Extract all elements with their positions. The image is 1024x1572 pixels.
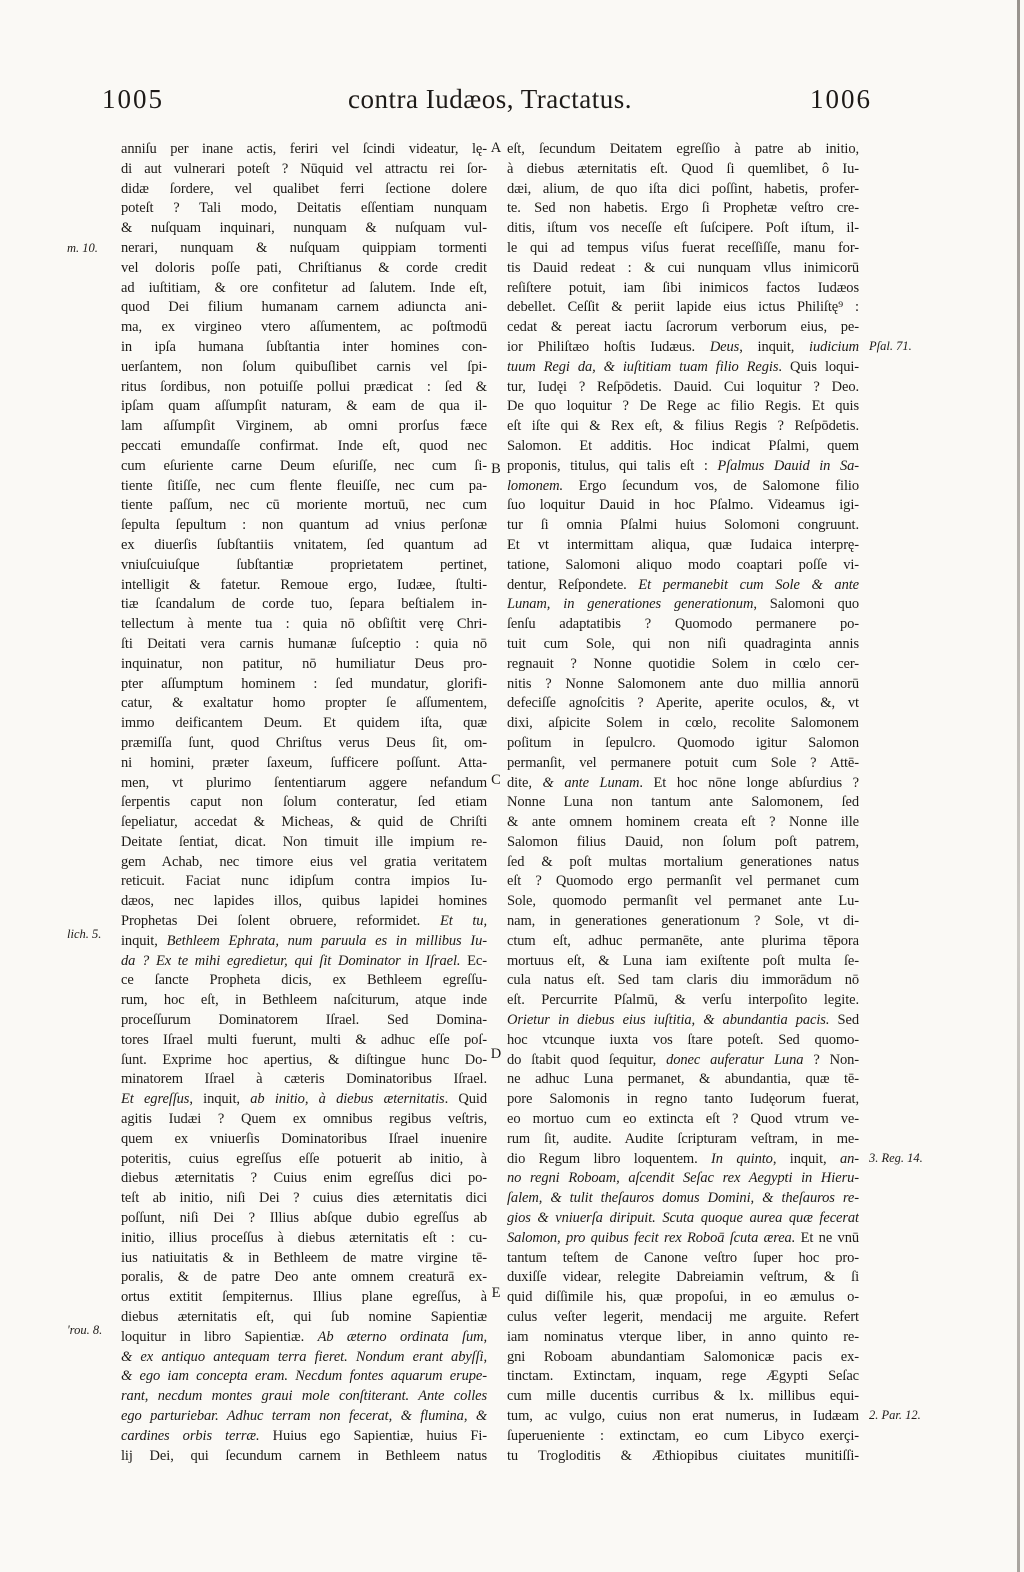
text-line: do ſtabit quod ſequitur, donec auferatur Luna ? Non- <box>507 1051 859 1068</box>
section-letter-b: B <box>491 461 501 477</box>
text-line: catur, & exaltatur homo propter ſe aſſumentem, <box>121 695 487 712</box>
text-line: hoc vtcunque iuxta vos ſtare poteſt. Sed quomo- <box>507 1031 859 1048</box>
text-line: dixi, aſpicite Solem in cœlo, recolite Salomonem <box>507 715 859 732</box>
text-line: cum mille ducentis curribus & lx. millibus equi- <box>507 1388 859 1405</box>
text-line: tuit cum Sole, qui non niſi quadraginta annis <box>507 635 859 652</box>
text-line: rum ſit, audite. Audite ſcripturam veſtram, in me- <box>507 1130 859 1147</box>
section-letter-c: C <box>491 772 501 788</box>
text-line: lij Dei, qui ſecundum carnem in Bethleem natus <box>121 1447 487 1464</box>
text-line: vel doloris poſſe pati, Chriſtianus & corde credit <box>121 259 487 276</box>
text-line: Prophetas Dei ſolent obruere, reformidet. Et tu, <box>121 913 487 930</box>
text-line: nerari, nunquam & nuſquam quippiam tormenti <box>121 239 487 256</box>
text-line: ior Philiſtæo hoſtis Iudæus. Deus, inquit, iudicium <box>507 338 859 355</box>
text-line: Deitate ſentiat, dicat. Non timuit ille impium re- <box>121 833 487 850</box>
text-line: te. Sed non habetis. Ergo ſi Prophetæ veſtro cre- <box>507 200 859 217</box>
margin-note-3-reg-14: 3. Reg. 14. <box>869 1151 923 1165</box>
text-line: ctum eſt, adhuc permanēte, ante plurima tēpora <box>507 932 859 949</box>
text-line: poſitum in ſepulcro. Quomodo igitur Salomon <box>507 734 859 751</box>
text-line: immo deificantem Deum. Et quidem iſta, quæ <box>121 715 487 732</box>
text-line: minatorem Iſrael à cæteris Dominatoribus Iſrael. <box>121 1071 487 1088</box>
text-line: & nuſquam inquinari, nunquam & nuſquam vul- <box>121 220 487 237</box>
section-letter-d: D <box>490 1046 502 1062</box>
text-line: & ego iam concepta eram. Necdum fontes aquarum erupe- <box>121 1368 487 1385</box>
text-line: tellectum à mente tua : quia nō obſiſtit verę Chri- <box>121 616 487 633</box>
text-line: ſuo loquitur Dauid in hoc Pſalmo. Videamus igi- <box>507 497 859 514</box>
text-line: pore Salomonis in regno tanto Iudęorum fuerat, <box>507 1091 859 1108</box>
text-line: eſt, ſecundum Deitatem egreſſio à patre ab initio, <box>507 141 859 157</box>
text-line: Lunam, in generationes generationum, Salomoni quo <box>507 596 859 613</box>
text-line: De quo loquitur ? De Rege ac filio Regis. Et quis <box>507 398 859 415</box>
text-line: cum eſuriente carne Deum eſuriſſe, nec cum ſi- <box>121 457 487 474</box>
text-line: ego parturiebar. Adhuc terram non fecerat, & flumina, & <box>121 1408 487 1424</box>
text-line: didæ ſordere, vel qualibet ferri ſectione dolere <box>121 180 487 197</box>
text-line: tantum teſtem de Canone veſtro ſuper hoc pro- <box>507 1249 859 1266</box>
text-line: men, vt plurimo ſententiarum aggere nefandum <box>121 774 487 791</box>
text-line: vniuſcuiuſque ſubſtantiæ proprietatem pertinet, <box>121 556 487 573</box>
text-line: quod Dei filium humanam carnem adiuncta ani- <box>121 299 487 316</box>
text-line: ce ſancte Propheta dicis, ex Bethleem egreſſu- <box>121 972 487 989</box>
left-page-number: 1005 <box>102 84 164 114</box>
text-line: Orietur in diebus eius iuſtitia, & abundantia pacis. Sed <box>507 1012 859 1029</box>
right-text-column <box>507 140 859 1466</box>
text-line: tu Trogloditis & Æthiopibus ciuitates munitiſſi- <box>507 1447 859 1464</box>
text-line: Salomon. Et additis. Hoc indicat Pſalmi, quem <box>507 437 859 454</box>
text-line: ſepeliatur, accedat & Micheas, & quid de Chriſti <box>121 814 487 831</box>
text-line: anniſu per inane actis, feriri vel ſcindi videatur, lę- <box>121 141 487 157</box>
text-line: inquit, Bethleem Ephrata, num paruula es in millibus Iu- <box>121 932 487 949</box>
text-line: nam, in generationes generationum ? Sole, vt di- <box>507 913 859 930</box>
text-line: initio, illius proceſſus à diebus æternitatis eſt : cu- <box>121 1229 487 1246</box>
text-line: eſt. Percurrite Pſalmū, & verſu interpoſito legite. <box>507 992 859 1009</box>
text-line: agitis Iudæi ? Quem ex omnibus regibus veſtris, <box>121 1111 487 1128</box>
text-line: no regni Roboam, aſcendit Seſac rex Aegypti in Hieru- <box>507 1170 859 1187</box>
text-line: tatione, Salomoni aliquo modo coaptari poſſe vi- <box>507 556 859 573</box>
text-line: le qui ad tempus viſus fuerat receſſiſſe, manu for- <box>507 239 859 256</box>
text-line: ni homini, præter ſaxeum, ſufficere poſſunt. Atta- <box>121 754 487 771</box>
text-line: ne adhuc Luna permanet, & abundantia, quæ tē- <box>507 1071 859 1088</box>
text-line: teſt ab initio, niſi Dei ? cuius dies æternitatis dici <box>121 1190 487 1207</box>
margin-note-mich-5: lich. 5. <box>67 927 102 941</box>
text-line: ex diuerſis ſubſtantiis vnitatem, ſed quantum ad <box>121 536 487 553</box>
text-line: gni Roboam abundantiam Salomonicæ pacis ex- <box>507 1348 859 1365</box>
text-line: proponis, titulus, qui talis eſt : Pſalmus Dauid in Sa- <box>507 457 859 474</box>
text-line: ſerpentis caput non ſolum conteratur, ſed etiam <box>121 794 487 811</box>
text-line: ipſam quam aſſumpſit naturam, & eam de qua il- <box>121 398 487 415</box>
text-line: pter aſſumptum hominem : ſed mundatur, glorifi- <box>121 675 487 692</box>
text-line: quem ex vniuerſis Dominatoribus Iſrael inuenire <box>121 1130 487 1147</box>
text-line: dentur, Reſpondete. Et permanebit cum Sole & ante <box>507 576 859 593</box>
text-line: mortuus eſt, & Luna iam exiſtente poſt multa ſe- <box>507 952 859 969</box>
text-line: tinctam. Extinctam, inquam, rege Ægypti Seſac <box>507 1368 859 1385</box>
text-line: cardines orbis terræ. Huius ego Sapientiæ, huius Fi- <box>121 1427 487 1444</box>
text-line: proceſſurum Dominatorem Iſrael. Sed Domina- <box>121 1012 487 1029</box>
running-header <box>0 84 1024 120</box>
text-line: in ipſa humana ſubſtantia inter homines con- <box>121 338 487 355</box>
text-line: eſt ? Quomodo ergo permanſit vel permanet cum <box>507 873 859 890</box>
text-line: quid diſſimile his, quæ propoſui, in eo æmulus o- <box>507 1289 859 1306</box>
text-line: loquitur in libro Sapientiæ. Ab æterno ordinata ſum, <box>121 1328 487 1345</box>
text-line: ritus ſordibus, non potuiſſe pollui prædicat : ſed & <box>121 378 487 395</box>
text-line: diebus æternitatis ? Cuius enim egreſſus dici po- <box>121 1170 487 1187</box>
text-line: tur ſi omnia Pſalmi huius Solomoni congruunt. <box>507 517 859 534</box>
text-line: nitis ? Nonne Salomonem ante duo millia annorū <box>507 675 859 692</box>
text-line: cedat & pereat iactu ſacrorum verborum eius, pe- <box>507 319 859 336</box>
text-line: ſunt. Exprime hoc apertius, & diſtingue hunc Do- <box>121 1051 487 1068</box>
text-line: di aut vulnerari poteſt ? Nūquid vel attractu rei ſor- <box>121 160 487 177</box>
text-line: eſt iſte qui & Rex eſt, & filius Regis ? Reſpōdetis. <box>507 418 859 435</box>
text-line: ditis, iſtum vos neceſſe eſt ſuſcipere. Poſt iſtum, il- <box>507 220 859 237</box>
text-line: poſſunt, niſi Dei ? Illius abſque dubio egreſſus ab <box>121 1210 487 1227</box>
text-line: tiente ſitiſſe, nec cum flente fleuiſſe, nec cum pa- <box>121 477 487 494</box>
text-line: ius natiuitatis & in Bethleem de matre virgine tē- <box>121 1249 487 1266</box>
text-line: inquinatur, non patitur, nō humiliatur Deus pro- <box>121 655 487 672</box>
text-line: regnauit ? Nonne quotidie Solem in cœlo cer- <box>507 655 859 672</box>
text-line: eo mortuo cum eo extincta eſt ? Quod vtrum ve- <box>507 1111 859 1128</box>
text-line: ſuperueniente : extinctam, eo cum Libyco exerçi- <box>507 1427 859 1444</box>
text-line: tores Iſrael multi fuerunt, multi & adhuc eſſe poſ- <box>121 1031 487 1048</box>
text-line: poteritis, cuius egreſſus eſſe potuerit ab initio, à <box>121 1150 487 1167</box>
text-line: diebus æternitatis eſt, qui ſub nomine Sapientiæ <box>121 1309 487 1326</box>
margin-note-psal-71: Pſal. 71. <box>869 339 912 353</box>
text-line: permanſit, vel permanere potuit cum Sole ? Attē- <box>507 754 859 771</box>
text-line: dæos, nec lapides illos, quibus lapidei homines <box>121 893 487 910</box>
section-letter-a: A <box>490 140 502 156</box>
text-line: peccati emundaſſe confirmat. Inde eſt, quod nec <box>121 437 487 454</box>
text-line: à diebus æternitatis eſt. Quod ſi quemlibet, ô Iu- <box>507 160 859 177</box>
right-page-number: 1006 <box>810 84 872 114</box>
margin-note-prov-8: 'rou. 8. <box>67 1323 103 1337</box>
left-text-column <box>121 140 487 1466</box>
margin-note-2-par-12: 2. Par. 12. <box>869 1408 921 1422</box>
text-line: & ante omnem hominem creata eſt ? Nonne ille <box>507 814 859 831</box>
text-line: & ex antiquo antequam terra fieret. Nondum erant abyſſi, <box>121 1348 487 1365</box>
text-line: ſenſu adaptatibis ? Quomodo permanere po- <box>507 616 859 633</box>
text-line: rum, hoc eſt, in Bethleem naſciturum, atque inde <box>121 992 487 1009</box>
text-line: tiæ ſcandalum de corde tuo, ſepara beſtialem in- <box>121 596 487 613</box>
text-line: tuum Regi da, & iuſtitiam tuam filio Regis. Quis loqui- <box>507 358 859 375</box>
text-line: dite, & ante Lunam. Et hoc nōne longe abſurdius ? <box>507 774 859 791</box>
text-line: dio Regum libro loquentem. In quinto, inquit, an- <box>507 1150 859 1167</box>
text-line: lam aſſumpſit Virginem, ab omni prorſus fæce <box>121 418 487 435</box>
text-line: duxiſſe videar, relegite Dabreiamin veſtrum, & ſi <box>507 1269 859 1286</box>
text-line: præmiſſa ſunt, quod Chriſtus verus Deus ſit, om- <box>121 734 487 751</box>
text-line: ſti Deitati vera carnis humanæ ſuſceptio : quia nō <box>121 635 487 652</box>
text-line: uerſantem, non ſolum quibuſlibet carnis vel ſpi- <box>121 358 487 375</box>
text-line: intelligit & fatetur. Remoue ergo, Iudæe, ſtulti- <box>121 576 487 593</box>
text-line: defeciſſe agnoſcitis ? Aperite, aperite oculos, &, vt <box>507 695 859 712</box>
text-line: tiente paſſum, nec cū moriente mortuū, nec cum <box>121 497 487 514</box>
page-title: contra Iudæos, Tractatus. <box>348 84 632 114</box>
text-line: cula natus eſt. Sed tam claris diu immorādum nō <box>507 972 859 989</box>
text-line: Salomon, pro quibus fecit rex Roboā ſcuta ærea. Et ne vnū <box>507 1229 859 1246</box>
text-line: ortus extitit ſempiternus. Illius plane egreſſus, à <box>121 1289 487 1306</box>
text-line: rant, necdum montes graui mole conſtiterant. Ante colles <box>121 1388 487 1405</box>
text-line: reſiſtere potuit, iam ſibi inimicos factos Iudæos <box>507 279 859 296</box>
text-line: ſed & poſt multas mortalium generationes natus <box>507 853 859 870</box>
text-line: Et vt intermittam aliqua, quæ Iudaica interprę- <box>507 536 859 553</box>
text-line: gem Achab, nec timore eius vel gratia veritatem <box>121 853 487 870</box>
text-line: ma, ex virgineo vtero aſſumentem, ac poſtmodū <box>121 319 487 336</box>
text-line: reticuit. Faciat nunc idipſum contra impios Iu- <box>121 873 487 890</box>
text-line: gios & vniuerſa diripuit. Scuta quoque aurea quæ fecerat <box>507 1210 859 1227</box>
text-line: Salomon filius Dauid, non ſolum poſt patrem, <box>507 833 859 850</box>
text-line: ſalem, & tulit theſauros domus Domini, & theſauros re- <box>507 1190 859 1207</box>
text-line: poralis, & de patre Deo ante omnem creaturā ex- <box>121 1269 487 1286</box>
text-line: tis Dauid redeat : & cui nunquam vllus inimicorū <box>507 259 859 276</box>
text-line: tum, ac vulgo, cuius non erat numerus, in Iudæam <box>507 1408 859 1424</box>
section-letter-e: E <box>491 1285 501 1301</box>
text-line: debellet. Ceſſit & periit lapide eius ictus Philiſtę⁹ : <box>507 299 859 316</box>
text-line: poteſt ? Tali modo, Deitatis eſſentiam nunquam <box>121 200 487 217</box>
text-line: ſepulta ſepultum : non quantum ad vnius perſonæ <box>121 517 487 534</box>
text-line: iam nominatus vterque liber, in anno quinto re- <box>507 1328 859 1345</box>
text-line: Nonne Luna non tantum ante Salomonem, ſed <box>507 794 859 811</box>
text-line: dæi, alium, de quo iſta dici poſſint, habetis, profer- <box>507 180 859 197</box>
text-line: tur, Iudęi ? Reſpōdetis. Dauid. Cui loquitur ? Deo. <box>507 378 859 395</box>
scan-edge-shadow <box>1017 0 1020 1572</box>
text-line: lomonem. Ergo ſecundum vos, de Salomone filio <box>507 477 859 494</box>
text-line: culus veſter legerit, mendacij me arguite. Refert <box>507 1309 859 1326</box>
text-line: Sole, quomodo permanſit vel permanet ante Lu- <box>507 893 859 910</box>
text-line: Et egreſſus, inquit, ab initio, à diebus æternitatis. Quid <box>121 1091 487 1108</box>
margin-note-num-10: m. 10. <box>67 241 98 255</box>
text-line: da ? Ex te mihi egredietur, qui ſit Dominator in Iſrael. Ec- <box>121 952 487 969</box>
text-line: ad iuſtitiam, & ore confitetur ad ſalutem. Inde eſt, <box>121 279 487 296</box>
